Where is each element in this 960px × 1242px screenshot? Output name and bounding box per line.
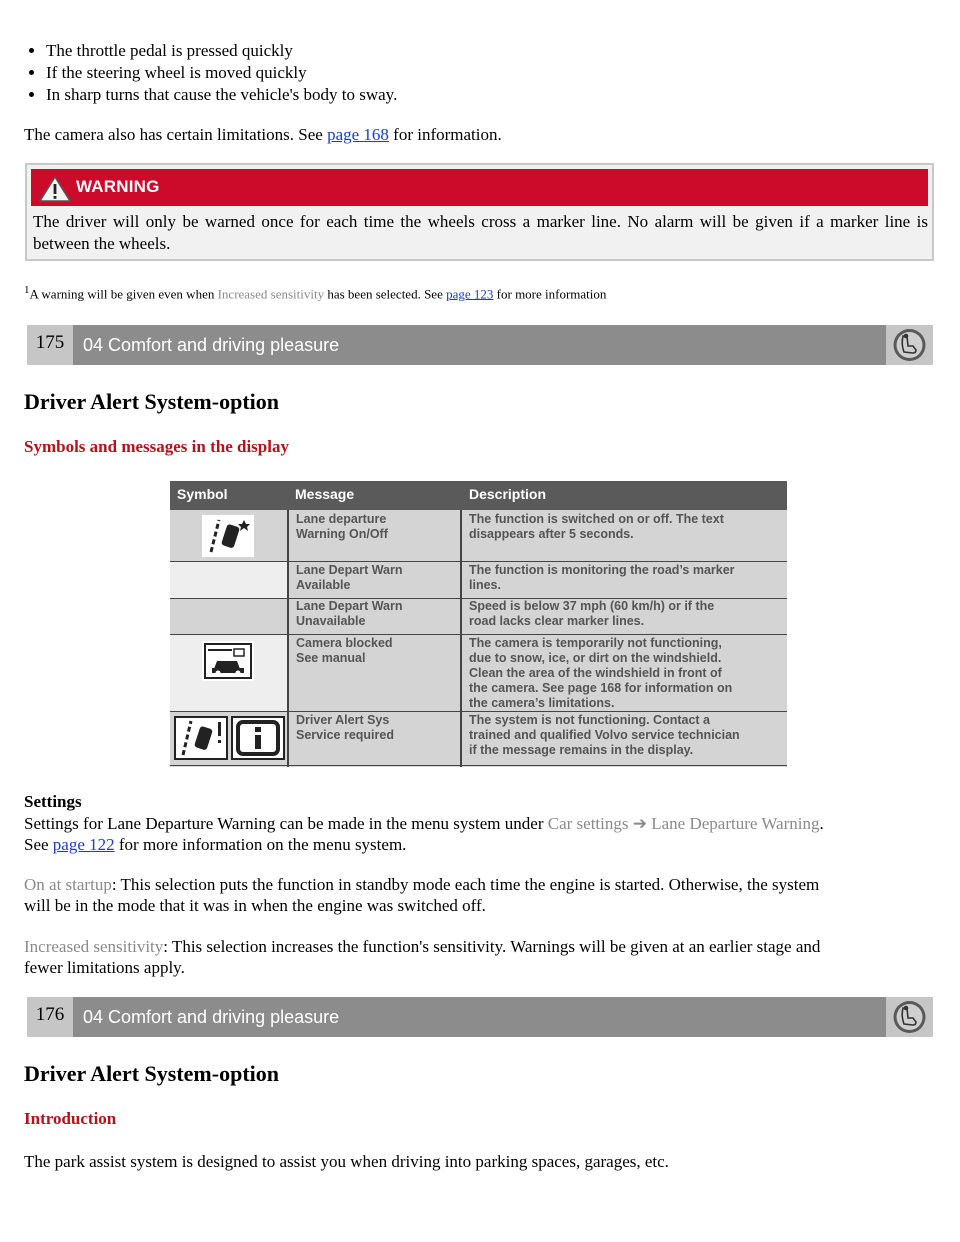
table-row [174,716,228,760]
warning-body: The driver will only be warned once for each time the wheels cross a marker line. No alarm will be given if a marker line is between the wheels. [33,212,928,253]
increased-sensitivity-paragraph: Increased sensitivity: This selection increases the function's sensitivity. Warnings will be given at an earlier stage and fewer limitations apply. [24,937,821,977]
chapter-title: 04 Comfort and driving pleasure [83,335,340,355]
warning-title: WARNING [76,177,160,196]
chapter-bar [27,325,933,365]
intro-paragraph: The park assist system is designed to assist you when driving into parking spaces, garages, etc. [24,1152,669,1171]
settings-paragraph: Settings for Lane Departure Warning can be made in the menu system under Car settings ➔ Lane Departure Warning. See page 122 for more information on the menu system. [24,814,824,854]
lane-departure-icon [202,515,254,557]
footnote: $^1$A warning will be given even when Increased sensitivity has been selected. See page 123 for more information [24,284,607,302]
bullet-list [24,40,397,106]
on-at-startup-paragraph: On at startup: This selection puts the function in standby mode each time the engine is started. Otherwise, the system will be in the mode that it was in when the engine was switched off. [24,875,820,915]
list-item: • In sharp turns that cause the vehicle's body to sway. [46,84,397,106]
seat-icon [886,997,933,1037]
list-item: • The throttle pedal is pressed quickly [46,40,397,62]
table-header [170,481,787,510]
camera-blocked-icon [202,641,254,681]
chapter-title: 04 Comfort and driving pleasure [83,1007,340,1027]
page-number: 176 [27,997,73,1037]
chapter-icon-box [886,325,933,365]
section-title: Driver Alert System-option [24,389,279,414]
warning-header [31,169,928,206]
page-122-link[interactable]: page 122 [52,835,115,854]
page-168-link[interactable]: page 168 [327,125,389,144]
table-row: Lane Depart Warn Unavailable [296,599,403,628]
symbols-table: Symbol Message Description Lane departure Warning On/Off The function is switched on or off. The text disappears after 5 seconds. Lane Depart Warn Available The function is monitoring the road’s marker lines. Lane Depart Warn Unavailable Speed is below 37 mph (60 km/h) or if the road lacks clear marker lines. Camera blocked See manual The camera is temporarily not functioning, due to snow, ice, or dirt on the windshield. Clean the area of the windshield in front of the camera. See page 168 for information on the camera’s limitations. Driver Alert Sys Service required The system is not functioning. Contact a trained and qualified Volvo service technician if the message remains in the display. [170,481,787,767]
list-item: • If the steering wheel is moved quickly [46,62,397,84]
section-title: Driver Alert System-option [24,1061,279,1086]
page-number: 175 [27,325,73,365]
table-row [202,641,254,681]
lane-departure-service-icon [174,716,228,760]
section-subtitle: Introduction [24,1109,117,1128]
seat-icon [886,325,933,365]
camera-note: The camera also has certain limitations. See page 168 for information. [24,125,502,144]
page-123-link[interactable]: page 123 [446,286,494,302]
table-row [170,562,287,598]
menu-path-car-settings: Car settings [547,814,629,833]
header-message: Message [295,486,355,502]
menu-path-lane-departure: Lane Departure Warning [651,814,820,833]
arrow-icon: ➔ [632,814,647,833]
warning-triangle-icon [39,175,71,203]
settings-heading: Settings [24,792,82,811]
header-description: Description [469,486,547,502]
table-row [202,515,254,557]
chapter-icon-box [886,997,933,1037]
chapter-bar [27,997,933,1037]
info-icon [231,716,285,760]
header-symbol: Symbol [177,486,228,502]
warning-box [25,163,934,261]
section-subtitle: Symbols and messages in the display [24,437,289,456]
